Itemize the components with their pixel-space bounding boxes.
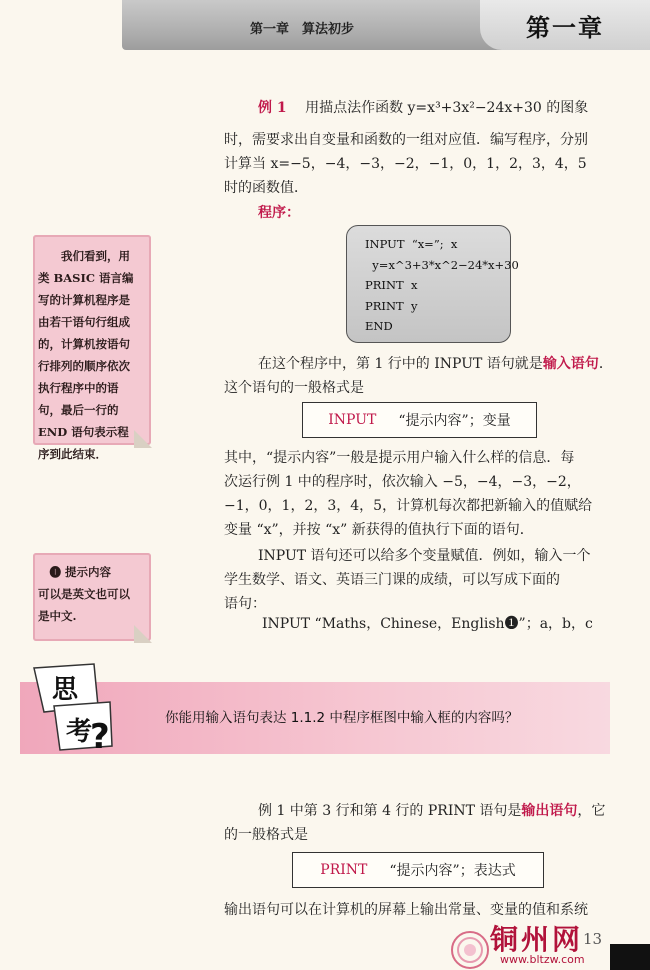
program-label: 程序： (258, 205, 300, 221)
output-statement-term: 输出语句 (521, 803, 578, 819)
para4-line-2: 的一般格式是 (224, 827, 308, 843)
chapter-title: 第一章 算法初步 (250, 22, 355, 37)
note-line: 行排列的顺序依次 (38, 359, 130, 373)
note-line: 序到此结束． (38, 447, 107, 461)
chapter-badge: 第一章 (480, 0, 650, 50)
note-line: ❶ 提示内容 (38, 565, 112, 579)
para3-line-1: INPUT 语句还可以给多个变量赋值．例如，输入一个 (258, 548, 591, 564)
print-format-rest: “提示内容”；表达式 (389, 863, 516, 879)
para3-line-3: 语句： (224, 596, 266, 612)
note-line: 执行程序中的语 (38, 381, 119, 395)
example-intro: 用描点法作函数 y=x³+3x²−24x+30 的图象 (305, 100, 589, 116)
note-line: 类 BASIC 语言编 (38, 271, 134, 285)
think-icon (24, 662, 120, 754)
program-line: PRINT x (365, 278, 418, 292)
program-line: y=x^3+3*x^2−24*x+30 (365, 257, 519, 272)
note-fold-corner (134, 625, 152, 643)
para1-line-1 (258, 352, 613, 376)
para4-text: 例 1 中第 3 行和第 4 行的 PRINT 语句是 (258, 803, 522, 819)
chapter-header (122, 0, 650, 50)
corner-bar (610, 944, 650, 970)
input-statement-term: 输入语句 (542, 356, 599, 372)
program-line: PRINT y (365, 298, 418, 313)
note-line: 由若干语句行组成 (38, 315, 130, 329)
think-char-1: 思 (52, 675, 79, 705)
input-format-box (302, 402, 537, 438)
side-note-2-text (38, 561, 146, 627)
note-line: 句，最后一行的 (38, 403, 119, 417)
note-line: 的，计算机按语句 (38, 337, 130, 351)
side-note-1-text (38, 245, 146, 465)
watermark-url: www.bltzw.com (500, 953, 585, 966)
para1-line-2: 这个语句的一般格式是 (224, 380, 364, 396)
example-line-4: 时的函数值． (224, 180, 308, 196)
para4-line-1 (258, 799, 605, 823)
example-label: 例 1 (258, 100, 287, 116)
para1-punct: ． (598, 356, 613, 372)
para5-line-1: 输出语句可以在计算机的屏幕上输出常量、变量的值和系统 (224, 902, 588, 918)
think-char-2: 考 (66, 717, 93, 747)
page-number: 13 (583, 930, 603, 948)
para3-line-2: 学生数学、语文、英语三门课的成绩，可以写成下面的 (224, 572, 560, 588)
program-code-box (346, 225, 519, 343)
note-line: 是中文. (38, 609, 77, 623)
para1-text: 在这个程序中，第 1 行中的 INPUT 语句就是 (258, 356, 543, 372)
input-keyword: INPUT (328, 412, 377, 428)
para3-code: INPUT “Maths，Chinese，English❶”；a，b，c (262, 616, 593, 632)
note-line: 写的计算机程序是 (38, 293, 130, 307)
note-line: 可以是英文也可以 (38, 587, 130, 601)
input-format-rest: “提示内容”；变量 (398, 413, 511, 429)
note-line: END 语句表示程 (38, 425, 129, 439)
print-format-box (292, 852, 544, 888)
program-line: INPUT “x=”; x (365, 237, 458, 251)
para2-line-3: −1，0，1，2，3，4，5，计算机每次都把新输入的值赋给 (224, 498, 593, 514)
print-keyword: PRINT (320, 862, 368, 878)
para4-punct: ，它 (577, 803, 606, 819)
program-line: END (365, 319, 393, 333)
example-line-3: 计算当 x=−5，−4，−3，−2，−1，0，1，2，3，4，5 (224, 156, 587, 172)
watermark-title: 铜州网 (490, 923, 584, 956)
example-intro-line (258, 96, 588, 120)
para2-line-1: 其中，“提示内容”一般是提示用户输入什么样的信息．每 (224, 450, 575, 466)
para2-line-2: 次运行例 1 中的程序时，依次输入 −5，−4，−3，−2， (224, 474, 581, 490)
question-mark-icon: ? (90, 717, 110, 754)
para2-line-4: 变量 “x”，并按 “x” 新获得的值执行下面的语句． (224, 522, 534, 538)
think-question: 你能用输入语句表达 1.1.2 中程序框图中输入框的内容吗？ (165, 710, 519, 726)
note-line: 我们看到，用 (38, 249, 130, 263)
example-line-2: 时，需要求出自变量和函数的一组对应值．编写程序，分别 (224, 132, 588, 148)
